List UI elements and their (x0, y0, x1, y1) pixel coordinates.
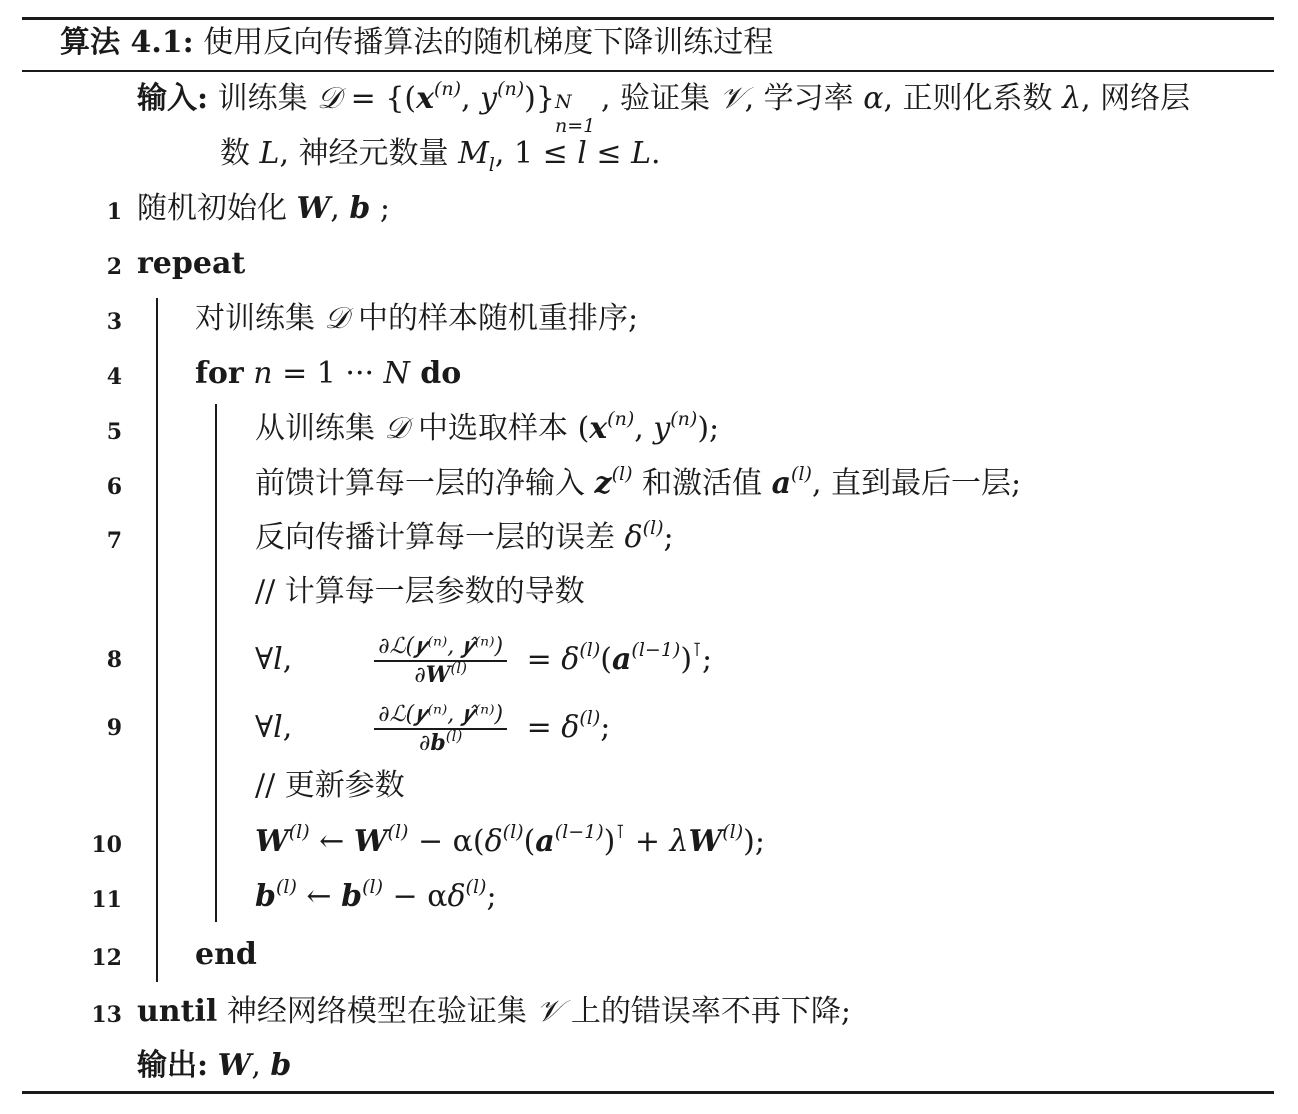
math-symbol: δ (561, 710, 580, 745)
math-superscript: (l) (579, 707, 601, 729)
math-symbol: l (273, 642, 283, 677)
math-text: , (251, 1048, 271, 1083)
math-text: = (517, 710, 562, 745)
math-text: ; (663, 520, 674, 555)
line-text: 神经网络模型在验证集 (217, 994, 537, 1029)
math-text: )} (524, 81, 555, 116)
fraction-dW (374, 634, 507, 689)
math-text: = {( (341, 81, 417, 116)
math-text: ( (600, 642, 612, 677)
math-text: ∂ (419, 730, 431, 756)
math-symbol: λ (1062, 81, 1082, 116)
math-text: ← (296, 879, 342, 914)
math-symbol: δ (624, 520, 643, 555)
line-number: 7 (106, 528, 122, 554)
line-number: 13 (91, 1002, 122, 1028)
math-text: + (625, 824, 670, 859)
math-text: , (330, 191, 350, 226)
math-symbol: 𝒟 (317, 81, 342, 116)
math-symbol: λ (669, 824, 689, 859)
math-superscript: (l) (288, 821, 310, 843)
math-text: ← (309, 824, 354, 859)
math-symbol: δ (484, 824, 503, 859)
math-text: ; (701, 642, 713, 677)
math-superscript: (l) (445, 726, 463, 745)
math-symbol: l (577, 136, 587, 171)
line-text: 中选取样本 ( (408, 411, 590, 446)
math-symbol: 𝒂 (611, 642, 632, 677)
math-subscript: n=1 (554, 115, 596, 137)
math-text: ; (486, 879, 497, 914)
math-symbol: 𝒟 (384, 411, 409, 446)
until-keyword: until (137, 994, 218, 1029)
line-text: 前馈计算每一层的净输入 (255, 466, 595, 501)
math-text: , (634, 411, 654, 446)
math-text: ∀ (255, 642, 274, 677)
math-text: ; (370, 191, 390, 226)
math-superscript: (n) (497, 78, 525, 100)
math-superscript: (l) (450, 658, 467, 677)
line-11 (255, 877, 497, 917)
line-text: 从训练集 (255, 411, 385, 446)
math-superscript: (l) (579, 639, 601, 661)
algorithm-name: 使用反向传播算法的随机梯度下降训练过程 (203, 25, 774, 60)
math-text: ∂ (414, 662, 426, 688)
math-superscript: (l−1) (631, 639, 681, 661)
input-text: , 网络层 (1081, 81, 1191, 116)
fraction-denominator (374, 726, 507, 757)
algorithm-title (60, 23, 773, 63)
math-symbol: b (270, 1048, 292, 1083)
math-text: − α( (408, 824, 485, 859)
math-superscript: ⊺ (615, 821, 626, 843)
math-symbol: 𝒃 (430, 729, 446, 756)
line-4 (195, 354, 461, 394)
input-text: , 学习率 (744, 81, 864, 116)
line-number: 8 (106, 647, 122, 673)
math-symbol: 𝒱 (719, 81, 745, 116)
input-label: 输入: (137, 81, 209, 116)
math-text: = (517, 642, 562, 677)
input-line-2 (220, 134, 661, 174)
fraction-denominator (374, 658, 507, 689)
math-symbol: α (863, 81, 884, 116)
line-1 (137, 189, 390, 229)
math-symbol: b (255, 879, 276, 914)
input-text: , 正则化系数 (883, 81, 1063, 116)
math-symbol: 𝑾 (425, 661, 451, 688)
line-text: 中的样本随机重排序; (348, 301, 639, 336)
math-superscript: (n) (434, 78, 462, 100)
end-keyword: end (195, 937, 257, 972)
fraction-numerator: ∂ℒ(𝒚⁽ⁿ⁾, 𝒚̂⁽ⁿ⁾) (374, 634, 507, 662)
math-superscript: (l) (362, 876, 383, 898)
line-number: 3 (106, 309, 122, 335)
math-symbol: y (480, 81, 498, 116)
line-number: 4 (106, 364, 122, 390)
math-superscript: (n) (670, 408, 698, 430)
line-text: 对训练集 (195, 301, 325, 336)
comment-update: // 更新参数 (255, 768, 405, 803)
math-symbol: δ (447, 879, 466, 914)
bottom-rule (22, 1091, 1274, 1094)
math-text: , (282, 710, 293, 745)
for-scope-bar (215, 404, 217, 922)
math-symbol: b (349, 191, 371, 226)
title-rule (22, 70, 1274, 72)
math-symbol: W (688, 824, 723, 859)
math-text: ) (603, 824, 616, 859)
input-text: 数 (220, 136, 260, 171)
math-symbol: M (458, 136, 489, 171)
line-text: 上的错误率不再下降; (561, 994, 852, 1029)
output-line (137, 1046, 291, 1086)
top-rule (22, 17, 1274, 20)
line-number: 9 (106, 715, 122, 741)
fraction-db (374, 702, 507, 757)
math-symbol: L (631, 136, 651, 171)
math-symbol: W (353, 824, 388, 859)
input-text: , 神经元数量 (279, 136, 459, 171)
line-13 (137, 992, 851, 1032)
line-3 (195, 299, 638, 339)
comment-derivatives: // 计算每一层参数的导数 (255, 574, 585, 609)
math-superscript: (l−1) (554, 821, 604, 843)
math-symbol: 𝒂 (771, 466, 792, 501)
repeat-scope-bar (156, 298, 158, 982)
line-10 (255, 822, 765, 862)
line-text: 和激活值 (632, 466, 772, 501)
math-symbol: n (243, 356, 273, 391)
input-text: 训练集 (217, 81, 318, 116)
math-symbol: 𝒟 (324, 301, 349, 336)
math-text: ); (697, 411, 720, 446)
math-symbol: b (341, 879, 363, 914)
math-text: = 1 ··· (272, 356, 384, 391)
math-superscript: (l) (387, 821, 409, 843)
math-symbol: 𝒛 (594, 466, 612, 501)
math-symbol: 𝒱 (536, 994, 562, 1029)
for-keyword: for (195, 356, 244, 391)
input-text: , 验证集 (600, 81, 720, 116)
math-text: . (651, 136, 661, 171)
math-text: ; (600, 710, 611, 745)
algorithm-label: 算法 4.1: (60, 25, 194, 60)
math-symbol: W (255, 824, 289, 859)
math-superscript: (l) (465, 876, 487, 898)
math-superscript: (l) (275, 876, 297, 898)
math-text: , (461, 81, 481, 116)
math-symbol: l (273, 710, 283, 745)
math-symbol: L (259, 136, 280, 171)
math-text: − α (383, 879, 448, 914)
math-text: ( (523, 824, 536, 859)
line-number: 2 (106, 254, 122, 280)
line-number: 12 (91, 945, 122, 971)
math-text: ∀ (255, 710, 274, 745)
line-6 (255, 464, 1021, 504)
math-text: , 1 ≤ (494, 136, 578, 171)
line-number: 10 (91, 832, 122, 858)
input-line-1 (137, 78, 1191, 137)
math-symbol: y (653, 411, 671, 446)
do-keyword: do (409, 356, 462, 391)
output-label: 输出: (137, 1048, 209, 1083)
math-subscript: l (488, 154, 495, 176)
math-symbol: δ (561, 642, 580, 677)
math-superscript: (l) (611, 463, 633, 485)
math-superscript: (l) (791, 463, 812, 485)
line-text: , 直到最后一层; (811, 466, 1022, 501)
line-7 (255, 518, 674, 558)
math-superscript: (l) (642, 517, 664, 539)
math-symbol: 𝒂 (535, 824, 555, 859)
math-superscript: N (554, 91, 572, 113)
math-superscript: ⊺ (692, 639, 702, 661)
math-symbol: 𝒙 (416, 81, 435, 116)
math-superscript: (l) (502, 821, 524, 843)
line-5 (255, 409, 719, 449)
line-number: 5 (106, 419, 122, 445)
math-text: ) (680, 642, 693, 677)
math-text: ); (743, 824, 765, 859)
line-text: 反向传播计算每一层的误差 (255, 520, 625, 555)
math-superscript: (l) (722, 821, 744, 843)
repeat-keyword: repeat (137, 246, 246, 281)
math-symbol: N (383, 356, 410, 391)
math-symbol: W (296, 191, 331, 226)
math-text: , (282, 642, 293, 677)
math-superscript: (n) (607, 408, 635, 430)
math-symbol: 𝒙 (589, 411, 608, 446)
line-number: 11 (91, 887, 122, 913)
line-text: 随机初始化 (137, 191, 297, 226)
math-text: ≤ (586, 136, 632, 171)
line-number: 6 (106, 474, 122, 500)
line-number: 1 (106, 199, 122, 225)
fraction-numerator: ∂ℒ(𝒚⁽ⁿ⁾, 𝒚̂⁽ⁿ⁾) (374, 702, 507, 730)
line-9 (255, 688, 610, 768)
math-symbol: W (217, 1048, 252, 1083)
